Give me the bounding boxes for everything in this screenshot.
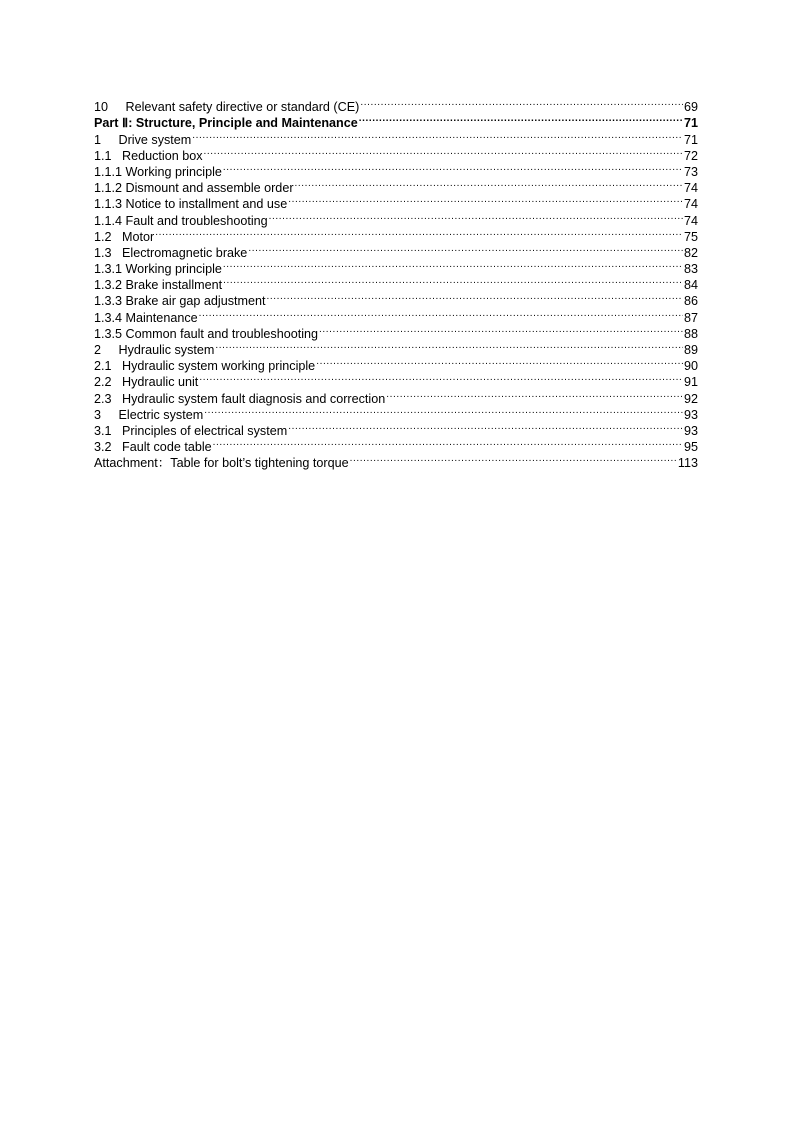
toc-entry-number: 3.2 [94,440,112,455]
toc-entry-gap [108,99,126,115]
toc-entry-number: 1.3.3 [94,294,123,309]
toc-entry-page: 87 [683,310,698,325]
toc-entry-gap [112,148,123,164]
toc-entry-page: 84 [683,278,698,293]
toc-entry-number: 1.1.4 [94,213,123,228]
dot-leader [204,144,683,160]
dot-leader [192,127,683,143]
toc-entry-page: 74 [683,197,698,212]
toc-entry-number: 1.3.1 [94,262,123,277]
toc-entry-number: 3 [94,407,102,422]
toc-entry-page: 83 [683,262,698,277]
toc-entry-title: Principles of electrical system [122,423,288,438]
toc-entry-number: 3.1 [94,423,112,438]
toc-entry-title: Drive system [118,132,192,147]
toc-entry-gap [112,245,123,261]
dot-leader [288,419,683,435]
toc-entry-number: Attachment： [94,456,171,471]
toc-entry[interactable] [94,225,698,244]
toc-entry-title: Relevant safety directive or standard (CE) [125,100,360,115]
toc-entry-title: Maintenance [125,310,198,325]
toc-entry-number: 1.1 [94,148,112,163]
toc-entry-page: 95 [683,440,698,455]
toc-entry-title: Notice to installment and use [125,197,288,212]
toc-entry-title: Working principle [125,262,222,277]
toc-entry-page: 93 [683,423,698,438]
toc-entry[interactable] [94,95,698,115]
toc-entry-page: 73 [683,164,698,179]
toc-entry-gap [101,342,119,358]
toc-entry-gap [101,132,119,148]
toc-entry-page: 82 [683,245,698,260]
toc-entry-number: 1.3.4 [94,310,123,325]
toc-entry-title: Table for bolt’s tightening torque [170,456,349,471]
toc-entry-page: 89 [683,343,698,357]
toc-entry-number: 1.2 [94,229,112,244]
toc-entry-number: 2 [94,343,102,357]
dot-leader [155,225,683,241]
toc-entry-gap [112,439,123,455]
toc-entry-number: 2.1 [94,359,112,374]
dot-leader [215,338,683,354]
toc-entry-number: 1.3.5 [94,326,123,341]
toc-entry-title: Fault and troubleshooting [125,213,268,228]
dot-leader [359,111,683,127]
toc-entry-page: 86 [683,294,698,309]
dot-leader [223,257,683,273]
dot-leader [319,322,683,338]
toc-entry-gap [112,229,123,245]
toc-entry-title: Working principle [125,164,222,179]
dot-leader [360,95,683,111]
toc-entry-gap [112,391,123,407]
toc-entry-page: 113 [677,456,698,471]
table-of-contents [94,95,698,471]
dot-leader [199,370,683,386]
toc-entry-page: 92 [683,391,698,406]
toc-entry-page: 71 [683,116,698,131]
dot-leader [213,435,683,451]
dot-leader [248,241,683,257]
toc-entry-title: Common fault and troubleshooting [125,326,319,341]
toc-entry-title: Brake installment [125,278,223,293]
toc-entry-page: 88 [683,326,698,341]
dot-leader [316,354,683,370]
toc-entry-page: 91 [683,375,698,390]
dot-leader [223,160,683,176]
toc-entry-title: Reduction box [122,148,203,163]
toc-entry-title: Dismount and assemble order [125,181,294,196]
toc-entry-title: Fault code table [122,440,212,455]
toc-entry-title: Hydraulic unit [122,375,199,390]
dot-leader [204,403,683,419]
toc-entry-page: 74 [683,213,698,228]
dot-leader [269,208,683,224]
toc-entry-number: 1.1.2 [94,181,123,196]
toc-entry-number: 1.3.2 [94,278,123,293]
dot-leader [386,386,683,402]
dot-leader [350,451,677,467]
toc-entry-gap [112,423,123,439]
toc-entry-page: 69 [683,100,698,115]
toc-entry-title: Brake air gap adjustment [125,294,266,309]
toc-entry-title: Hydraulic system working principle [122,359,316,374]
dot-leader [267,289,683,305]
toc-entry-number: 2.2 [94,375,112,390]
toc-entry-gap [112,358,123,374]
toc-entry-number: 1.1.1 [94,164,123,179]
toc-entry-title: Hydraulic system fault diagnosis and correction [122,391,386,406]
toc-entry-number: 1.3 [94,245,112,260]
toc-entry-page: 71 [683,132,698,147]
dot-leader [223,273,683,289]
toc-entry-title: Electromagnetic brake [122,245,248,260]
toc-entry-number: Part Ⅱ [94,116,129,131]
toc-entry-page: 74 [683,181,698,196]
toc-entry-number: 2.3 [94,391,112,406]
toc-entry-page: 72 [683,148,698,163]
toc-entry-number: 1.1.3 [94,197,123,212]
toc-entry-page: 93 [683,407,698,422]
toc-entry[interactable] [94,241,698,260]
toc-entry-page: 90 [683,359,698,374]
dot-leader [295,176,683,192]
toc-entry-title: Electric system [118,407,204,422]
toc-entry-number: 1 [94,132,102,147]
toc-entry-title: Hydraulic system [118,343,215,357]
dot-leader [199,305,683,321]
toc-entry-gap [112,374,123,390]
toc-entry-page: 75 [683,229,698,244]
toc-entry-title: Motor [122,229,155,244]
toc-entry-number: 10 [94,100,109,115]
toc-entry-gap [101,407,119,423]
toc-entry-title: : Structure, Principle and Maintenance [128,116,358,131]
dot-leader [288,192,683,208]
